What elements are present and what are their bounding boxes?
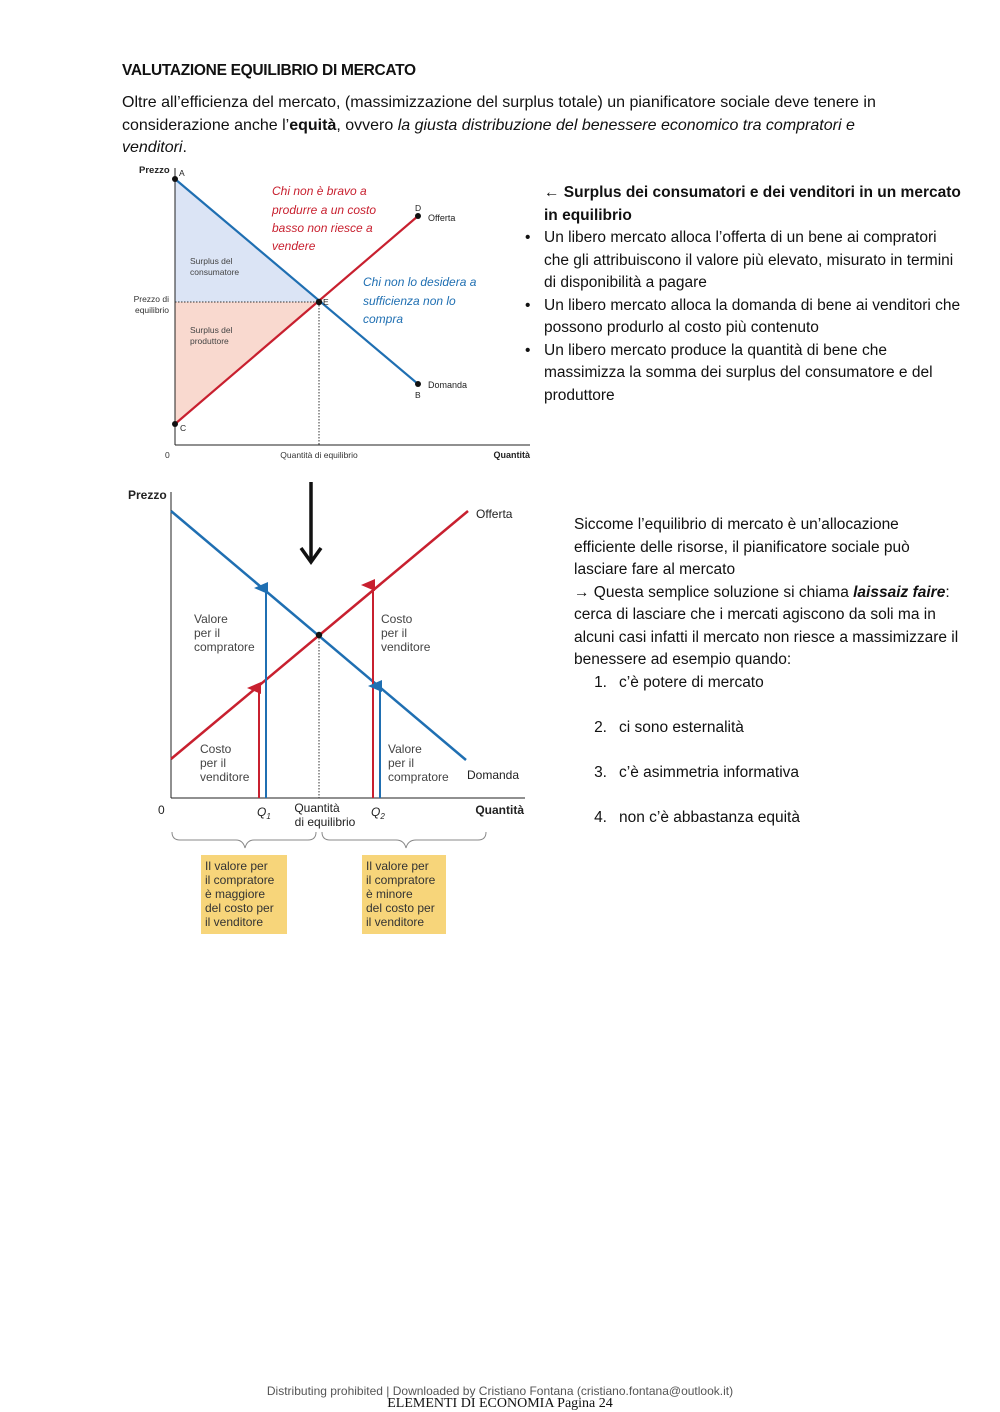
point-a bbox=[172, 176, 178, 182]
consumer-surplus-label-1: Surplus del bbox=[190, 256, 233, 266]
footer-notice: Distributing prohibited | Downloaded by Cristiano Fontana (cristiano.fontana@outlook.it) bbox=[266, 1384, 734, 1398]
label-a: A bbox=[179, 168, 185, 178]
label-b: B bbox=[415, 390, 421, 400]
label-line: Valore bbox=[388, 742, 422, 756]
box-line: è minore bbox=[366, 887, 413, 901]
box-line: Il valore per bbox=[366, 859, 429, 873]
label-line: per il bbox=[388, 756, 415, 770]
list-item bbox=[574, 807, 964, 830]
note-red bbox=[271, 184, 376, 253]
footer-page: ELEMENTI DI ECONOMIA Pagina 24 bbox=[387, 1396, 613, 1411]
efficiency-chart bbox=[110, 480, 540, 940]
label-line: compratore bbox=[194, 640, 255, 654]
note-red-line: basso non riesce a bbox=[272, 221, 373, 235]
box-line: del costo per bbox=[366, 901, 435, 915]
note-blue-line: Chi non lo desidera a bbox=[363, 275, 477, 289]
label-line: per il bbox=[194, 626, 221, 640]
list-text: ci sono esternalità bbox=[619, 718, 744, 736]
box-line: del costo per bbox=[205, 901, 274, 915]
brace-right bbox=[322, 832, 486, 848]
q2-label bbox=[371, 805, 385, 821]
note-red-line: produrre a un costo bbox=[272, 203, 377, 217]
intro-text: Oltre all’efficienza del mercato, (massimizzazione del surplus totale) un pianificatore sociale deve tenere in considerazione anche l’ bbox=[122, 94, 876, 134]
paragraph-1: Siccome l’equilibrio di mercato è un’allocazione efficiente delle risorse, il pianificatore sociale può lasciare fare al mercato bbox=[574, 516, 910, 578]
y-axis-label: Prezzo bbox=[139, 165, 170, 176]
market-failure-list bbox=[574, 672, 964, 830]
label-line: Costo bbox=[381, 612, 413, 626]
value-buyer-left-label bbox=[194, 612, 255, 654]
q1-label bbox=[257, 805, 271, 821]
list-item bbox=[574, 717, 964, 740]
cost-seller-left-label bbox=[200, 742, 250, 784]
list-item bbox=[574, 762, 964, 785]
point-c bbox=[172, 421, 178, 427]
bullet-item: • Un libero mercato alloca la domanda di bene ai venditori che possono produrlo al costo più contenuto bbox=[544, 295, 962, 340]
x-tick: Quantità di equilibrio bbox=[280, 450, 358, 460]
point-d bbox=[415, 213, 421, 219]
point-e bbox=[316, 299, 322, 305]
bullet-item: • Un libero mercato alloca l’offerta di un bene ai compratori che gli attribuiscono il valore più elevato, misurato in termini di disponibilità a pagare bbox=[544, 227, 962, 295]
label-line: Valore bbox=[194, 612, 228, 626]
label-c: C bbox=[180, 423, 187, 433]
note-red-line: vendere bbox=[272, 239, 316, 253]
surplus-heading: ← Surplus dei consumatori e dei venditori in un mercato in equilibrio bbox=[544, 184, 961, 224]
p2-text: → Questa semplice soluzione si chiama bbox=[574, 583, 854, 601]
bullet-item: • Un libero mercato produce la quantità di bene che massimizza la somma dei surplus del consumatore e del produttore bbox=[544, 340, 962, 408]
box-line: il compratore bbox=[205, 873, 275, 887]
laissez-faire-term: laissaiz faire bbox=[853, 583, 946, 601]
intro-bold: equità bbox=[289, 116, 337, 134]
value-buyer-right-label bbox=[388, 742, 449, 784]
paragraph-2 bbox=[574, 582, 964, 672]
origin-label: 0 bbox=[165, 450, 170, 460]
demand-label: Domanda bbox=[428, 380, 468, 390]
surplus-chart bbox=[110, 160, 540, 465]
y-axis-label: Prezzo bbox=[128, 488, 167, 502]
consumer-surplus-label-2: consumatore bbox=[190, 267, 240, 277]
eq-label-1: Quantità bbox=[294, 801, 340, 815]
producer-surplus-label-2: produttore bbox=[190, 336, 229, 346]
q1-letter: Q bbox=[257, 805, 267, 819]
label-line: compratore bbox=[388, 770, 449, 784]
y-tick-2: equilibrio bbox=[134, 305, 169, 315]
list-number: 1. bbox=[594, 673, 607, 691]
q2-subscript: 2 bbox=[380, 812, 385, 821]
list-item bbox=[574, 672, 964, 695]
origin-label: 0 bbox=[158, 803, 165, 817]
list-number: 4. bbox=[594, 808, 607, 826]
demand-label: Domanda bbox=[467, 768, 520, 782]
box-line: il venditore bbox=[366, 915, 425, 929]
label-e: E bbox=[323, 297, 329, 307]
surplus-bullets bbox=[522, 227, 962, 407]
note-blue bbox=[363, 275, 477, 326]
supply-label: Offerta bbox=[476, 507, 513, 521]
label-line: Costo bbox=[200, 742, 232, 756]
box-line: il venditore bbox=[205, 915, 264, 929]
box-line: il compratore bbox=[366, 873, 436, 887]
eq-label-2: di equilibrio bbox=[294, 815, 356, 829]
page-title: VALUTAZIONE EQUILIBRIO DI MERCATO bbox=[122, 62, 416, 79]
y-tick-1: Prezzo di bbox=[133, 294, 169, 304]
box-line: Il valore per bbox=[205, 859, 268, 873]
intro-text-2: , ovvero bbox=[336, 116, 398, 134]
point-b bbox=[415, 381, 421, 387]
brace-left bbox=[172, 832, 316, 848]
p2-text-2: : cerca di lasciare che i mercati agiscono da soli ma in alcuni casi infatti il mercato non riesce a massimizzare il benessere ad esempio quando: bbox=[574, 583, 959, 668]
list-text: c’è asimmetria informativa bbox=[619, 763, 800, 781]
equilibrium-point bbox=[316, 632, 322, 638]
box-line: è maggiore bbox=[205, 887, 266, 901]
q1-subscript: 1 bbox=[266, 812, 271, 821]
q2-letter: Q bbox=[371, 805, 381, 819]
note-blue-line: compra bbox=[363, 312, 404, 326]
intro-end: . bbox=[182, 139, 187, 156]
label-line: per il bbox=[200, 756, 227, 770]
x-axis-label: Quantità bbox=[493, 450, 530, 460]
note-red-line: Chi non è bravo a bbox=[272, 184, 367, 198]
cost-seller-right-label bbox=[381, 612, 431, 654]
label-line: venditore bbox=[381, 640, 431, 654]
list-text: non c’è abbastanza equità bbox=[619, 808, 800, 826]
list-text: c’è potere di mercato bbox=[619, 673, 764, 691]
surplus-explanation bbox=[522, 182, 962, 407]
label-d: D bbox=[415, 203, 422, 213]
x-axis-label: Quantità bbox=[475, 803, 524, 817]
intro-italic: la giusta distribuzione del benessere economico tra compratori e venditori bbox=[122, 116, 855, 156]
label-line: per il bbox=[381, 626, 408, 640]
list-number: 2. bbox=[594, 718, 607, 736]
note-blue-line: sufficienza non lo bbox=[363, 294, 456, 308]
supply-label: Offerta bbox=[428, 213, 456, 223]
laissez-faire-explanation bbox=[574, 514, 964, 852]
producer-surplus-label-1: Surplus del bbox=[190, 325, 233, 335]
label-line: venditore bbox=[200, 770, 250, 784]
list-number: 3. bbox=[594, 763, 607, 781]
intro-paragraph bbox=[122, 92, 882, 160]
